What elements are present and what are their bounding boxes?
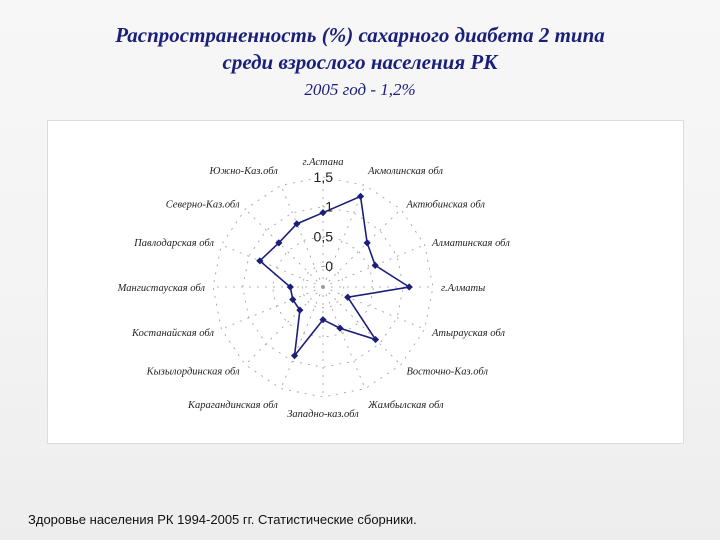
radial-tick-label: 1 <box>325 198 333 215</box>
category-label: Мангистауская обл <box>117 283 205 294</box>
radar-spoke <box>323 287 365 389</box>
category-label: Павлодарская обл <box>134 237 214 249</box>
radar-spoke <box>221 245 323 287</box>
chart-subtitle: 2005 год - 1,2% <box>304 80 416 99</box>
radar-series <box>256 193 413 360</box>
category-label: Жамбылская обл <box>368 400 444 412</box>
radial-tick-label: 1,5 <box>313 169 333 185</box>
chart-title <box>0 22 720 76</box>
series-line <box>260 196 409 355</box>
category-label: г.Астана <box>302 157 344 168</box>
radar-spoke <box>281 287 323 389</box>
category-label: Актюбинская обл <box>406 199 486 211</box>
radial-tick-label: 0 <box>325 258 333 275</box>
category-label: Южно-Каз.обл <box>209 165 278 177</box>
category-label: Алматинская обл <box>432 237 510 249</box>
category-label: Западно-каз.обл <box>287 409 359 420</box>
radial-tick-label: 0,5 <box>313 228 333 245</box>
radar-spoke <box>245 287 323 365</box>
category-label: Атырауская обл <box>432 328 505 340</box>
data-point-marker <box>357 193 364 200</box>
data-point-marker <box>336 325 343 332</box>
category-label: Восточно-Каз.обл <box>406 366 488 378</box>
chart-title-line2: среди взрослого населения РК <box>222 50 498 74</box>
category-label: Северно-Каз.обл <box>165 199 240 211</box>
category-label: Карагандинская обл <box>188 400 278 412</box>
source-note: Здоровье населения РК 1994-2005 гг. Статистические сборники. <box>28 512 417 527</box>
category-labels <box>117 157 511 420</box>
chart-title-line1: Распространенность (%) сахарного диабета 2 типа <box>115 23 605 47</box>
radar-spoke <box>221 287 323 329</box>
category-label: Костанайская обл <box>132 328 214 340</box>
radar-spoke <box>323 209 401 287</box>
radar-chart <box>48 121 683 443</box>
chart-panel <box>47 120 684 444</box>
radar-spoke <box>245 209 323 287</box>
category-label: Акмолинская обл <box>368 165 443 177</box>
category-label: г.Алматы <box>441 283 486 294</box>
category-label: Кызылординская обл <box>146 366 240 378</box>
